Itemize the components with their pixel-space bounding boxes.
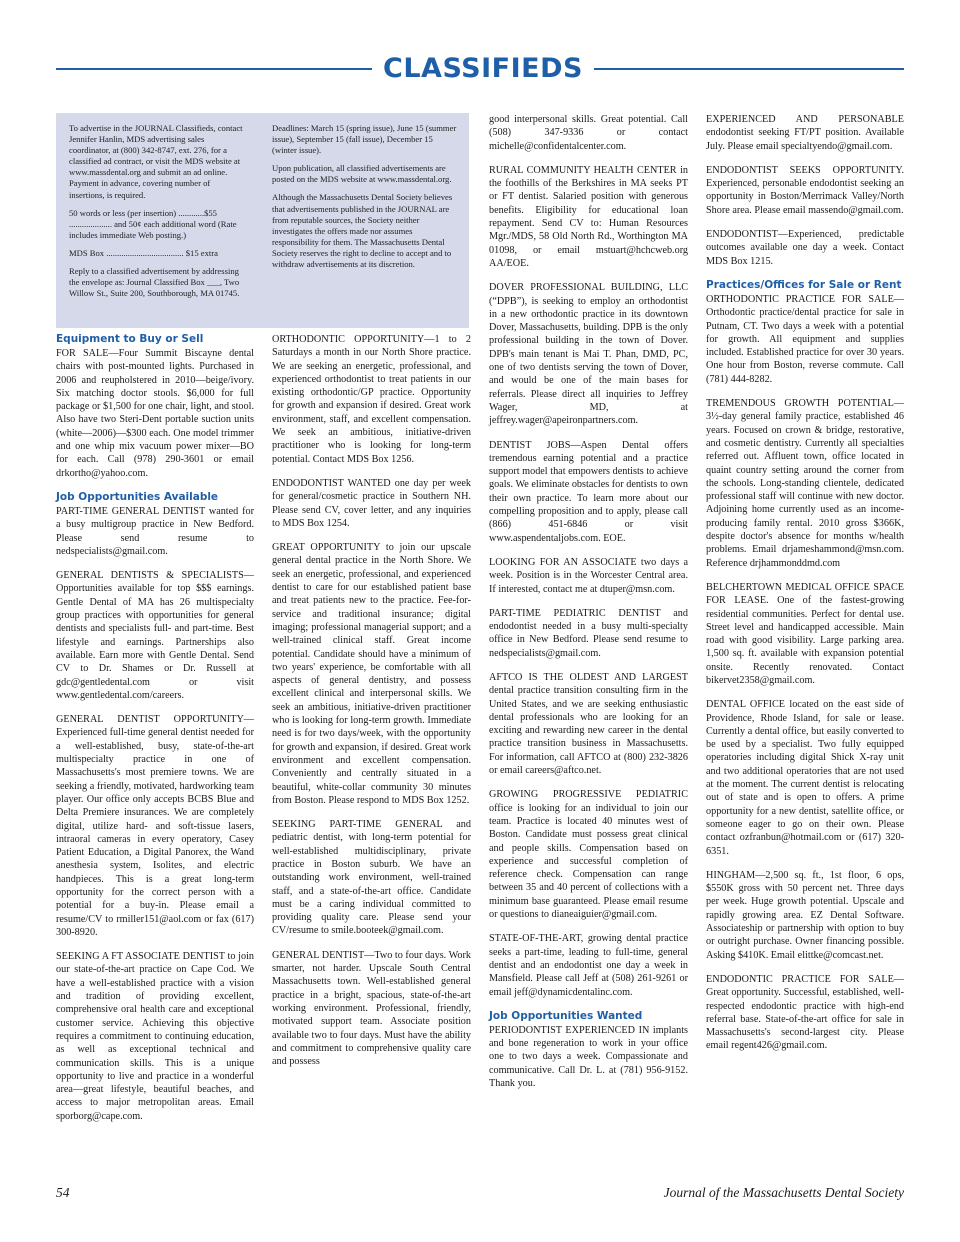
classified-ad: GENERAL DENTISTS & SPECIALISTS—Opportunities available for top $$$ earnings. Gentle Dental of MA has 26 multispecialty group practices with opportunities for general dentists and specialists full- and part-time. Best lifestyle and earnings. Partnerships also available. Earn more with Gentle Dental. Send CV to Dr. Shames or Dr. Russell at gdc@gentledental.com or visit www.gentledental.com/careers. (56, 570, 254, 701)
classified-ad: good interpersonal skills. Great potential. Call (508) 347-9336 or contact michelle@confidentalcenter.com. (489, 114, 688, 152)
section-heading: Job Opportunities Wanted (489, 1009, 643, 1022)
classified-ad: ORTHODONTIC PRACTICE FOR SALE—Orthodontic practice/dental practice for sale in Putnam, CT. Two days a week with a potential for growth. All equipment and supplies included. Established practice for over 30 years. One hour from Boston, reverse commute. Call (781) 444-8282. (706, 293, 904, 385)
section-heading: Equipment to Buy or Sell (56, 333, 204, 345)
info-paragraph: Deadlines: March 15 (spring issue), June 15 (summer issue), September 15 (fall issue), December 15 (winter issue). (272, 123, 457, 156)
classified-ad: PART-TIME PEDIATRIC DENTIST and endodontist needed in a busy multi-specialty office in New Bedford. Please send resume to nedspecialists@gmail.com. (489, 607, 688, 659)
classified-ad: GENERAL DENTIST—Two to four days. Work smarter, not harder. Upscale South Central Massachusetts town. Well-established general practice in a bright, spacious, state-of-the-art working environment. Professional, friendly, motivated support team. Associate position available two to four days. Must have the ability and commitment to comprehensive quality care and possess (272, 949, 471, 1068)
page-number: 54 (56, 1185, 70, 1200)
info-box-left-column (69, 123, 247, 299)
info-paragraph: Reply to a classified advertisement by addressing the envelope as: Journal Classified Box ___, Two Willow St., Suite 200, Southborough, MA 01745. (69, 266, 240, 299)
classified-ad: EXPERIENCED AND PERSONABLE endodontist seeking FT/PT position. Available July. Please email specialtyendo@gmail.com. (706, 114, 904, 152)
column-3 (489, 113, 688, 1101)
column-4 (706, 113, 904, 1064)
classified-ad: AFTCO IS THE OLDEST AND LARGEST dental practice transition consulting firm in the United States, and we are seeking enthusiastic dental professionals who are looking for an exciting and rewarding new career in the dental practice transition business in Massachusetts. For information, call AFTCO at (800) 232-3826 or email careers@aftco.net. (489, 671, 688, 777)
classified-ad: GENERAL DENTIST OPPORTUNITY—Experienced full-time general dentist needed for a well-established, busy, state-of-the-art multispecialty practice in one of Massachusetts's most premiere towns. We are seeking a friendly, motivated, hardworking team player. Our office only accepts BCBS Blue and Delta Premiere insurances. We are completely digital, utilize hard- and soft-tissue lasers, intraoral cameras in every operatory, Casey Patient Education, a Digital Panorex, the Wand anesthesia system, Isolites, and electric handpieces. This is a great long-term opportunity for the correct person with a potential for a buy-in. Please email a resume/CV to rmiller151@aol.com or fax (617) 300-8920. (56, 714, 254, 938)
classified-ad: ENDODONTIST SEEKS OPPORTUNITY. Experienced, personable endodontist seeking an opportunity in Boston/Merrimack Valley/North Shore area. Please email massendo@gmail.com. (706, 164, 904, 216)
classified-ad: BELCHERTOWN MEDICAL OFFICE SPACE FOR LEASE. One of the fastest-growing residential communities. Perfect for dental use. Street level and handicapped accessible. Main road with good visibility. Large parking area. 1,500 sq. ft. available with expansion potential onsite. Recently renovated. Contact bikervet2358@gmail.com. (706, 581, 904, 686)
journal-name: Journal of the Massachusetts Dental Society (663, 1185, 904, 1200)
classified-ad: ENDODONTIST—Experienced, predictable outcomes available one day a week. Contact MDS Box 1215. (706, 229, 904, 267)
info-box-right-column (272, 123, 458, 270)
header-rule-right (594, 68, 904, 70)
classified-ad: STATE-OF-THE-ART, growing dental practice seeks a part-time, leading to full-time, general dentist and an endodontist one day a week in Mansfield. Please call Jeff at (508) 261-9261 or email jeff@dynamicdentalinc.com. (489, 933, 688, 998)
classified-ad: ORTHODONTIC OPPORTUNITY—1 to 2 Saturdays a month in our North Shore practice. We are seeking an energetic, professional, and experienced orthodontist to treat patients in our existing orthodontic/GP practice. Opportunity for growth and expansion if desired. Great work environment, staff, and excellent compensation. We seek an ambitious, initiative-driven practitioner who is looking for long-term potential. Contact MDS Box 1256. (272, 334, 471, 465)
classified-ad: DENTAL OFFICE located on the east side of Providence, Rhode Island, for sale or lease. Currently a dental office, but easily converted to be used by a specialist. Two fully equipped operatories including digital Shick X-ray unit and two additional operatories that are not used at the moment. The current dentist is relocating out of state and is open to offers. A prime opportunity for a new dentist, satellite office, or someone eager to go on their own. Please contact ozfranbun@hotmail.com or (617) 320-6351. (706, 699, 904, 857)
section-heading: Practices/Offices for Sale or Rent (706, 278, 902, 291)
classified-ad: HINGHAM—2,500 sq. ft., 1st floor, 6 ops, $550K gross with 50 percent net. Three days per week. Huge growth potential. Upscale and rapidly growing area. EZ Dental Software. Associateship or partnership with option to buy or outright purchase. Owner financing possible. Asking $410K. Email elittke@comcast.net. (706, 869, 904, 961)
classified-ad: TREMENDOUS GROWTH POTENTIAL—3½-day general family practice, established 46 years. Focused on crown & bridge, restorative, and cosmetic dentistry. Currently all specialties referred out. Affluent town, office located in quaint country setting around the corner from the schools. Long-standing clientele, dedicated professional staff will continue with new doctor. Adjoining home currently used as an income-producing family rental. 2010 gross $366K, despite doctor's absence for months w/health problems. Email drjameshammond@msn.com. Reference drjhammonddmd.com (706, 398, 904, 569)
classified-ad: LOOKING FOR AN ASSOCIATE two days a week. Position is in the Worcester Central area. If interested, contact me at dtuper@msn.com. (489, 556, 688, 595)
classified-ad: PERIODONTIST EXPERIENCED IN implants and bone regeneration to work in your office one to two days a week. Compassionate and communicative. Call Dr. L. at (781) 956-9152. Thank you. (489, 1024, 688, 1089)
info-paragraph: Although the Massachusetts Dental Society believes that advertisements published in the JOURNAL are from reputable sources, the Society neither investigates the offers made nor assumes responsibility for them. The Massachusetts Dental Society reserves the right to decline to accept and to withdraw advertisements at its discretion. (272, 192, 453, 270)
info-paragraph: Upon publication, all classified advertisements are posted on the MDS website at www.massdental.org. (272, 163, 452, 185)
classified-ad: PART-TIME GENERAL DENTIST wanted for a busy multigroup practice in New Bedford. Please send resume to nedspecialists@gmail.com. (56, 505, 254, 557)
classified-ad: SEEKING A FT ASSOCIATE DENTIST to join our state-of-the-art practice on Cape Cod. We have a well-established practice with a vision and tradition of providing excellent, comprehensive oral health care and exceptional customer service. Achieving this objective requires a commitment to continuing education, as well as exceptional technical and communication skills. This is a unique opportunity to live and practice in a wonderful area—great lifestyle, beautiful beaches, and access to major metropolitan areas. Email sporborg@cape.com. (56, 951, 254, 1122)
classified-ad: GROWING PROGRESSIVE PEDIATRIC office is looking for an individual to join our team. Practice is located 40 minutes west of Boston. Candidate must possess great clinical and people skills. Compensation based on experience and successful completion of reference check. Compensation can range between 35 and 40 percent of collections with a minimum base guaranteed. Please email resume or questions to dianeaiguier@gmail.com. (489, 789, 688, 921)
classified-ad: DOVER PROFESSIONAL BUILDING, LLC (“DPB”), is seeking to employ an orthodontist in a new orthodontic practice in its downtown Dover, Massachusetts, building. DPB is the only professional building in the town of Dover. DPB's main tenant is Mai T. Phan, DMD, PC, one of two dentists serving the town of Dover, and would be one of the main bases for referrals. Please direct all inquiries to Jeffrey Wager, MD, at jeffrey.wager@apeironpartners.com. (489, 282, 688, 427)
classified-ad: ENDODONTIST WANTED one day per week for general/cosmetic practice in Southern NH. Please send CV, cover letter, and any inquiries to MDS Box 1254. (272, 477, 471, 529)
page-title: CLASSIFIEDS (383, 53, 583, 84)
info-paragraph: To advertise in the JOURNAL Classifieds, contact Jennifer Hanlin, MDS advertising sales coordinator, at (800) 342-8747, ext. 276, for a classified ad contract, or visit the MDS website at www.massdental.org and submit an ad online. Payment in advance, covering number of insertions, is required. (69, 123, 243, 200)
classified-ad: ENDODONTIC PRACTICE FOR SALE—Great opportunity. Successful, established, well-respected endodontic practice with high-end referral base. State-of-the-art office for sale in Massachusetts's second-largest city. Please email regent426@gmail.com. (706, 973, 904, 1052)
column-2 (272, 333, 471, 1079)
advertising-info-box (56, 113, 469, 328)
header-rule-left (56, 68, 372, 70)
classified-ad: DENTIST JOBS—Aspen Dental offers tremendous earning potential and a practice support model that empowers dentists to achieve goals. We eliminate obstacles for dentists to own their own practice. To learn more about our compelling proposition and to apply, please call (866) 451-6846 or visit www.aspendentaljobs.com. EOE. (489, 439, 688, 544)
section-heading: Job Opportunities Available (56, 490, 219, 503)
classified-ad: RURAL COMMUNITY HEALTH CENTER in the foothills of the Berkshires in MA seeks PT or FT dentist. Salaried position with generous benefits. Eligibility for educational loan repayment. Send CV to: Human Resources Mgr./MDS, 58 Old North Rd., Worthington MA 01098, or email mstuart@hchcweb.org AA/EOE. (489, 164, 688, 269)
classified-ad: SEEKING PART-TIME GENERAL and pediatric dentist, with long-term potential for well-established multidisciplinary, private practice in Boston suburb. We have an outstanding work environment, well-trained staff, and a state-of-the-art office. Candidate must be a caring individual committed to providing quality care. Please send your CV/resume to smile.booteek@gmail.com. (272, 819, 471, 937)
info-paragraph: MDS Box .................................... $15 extra (69, 247, 218, 258)
info-paragraph: 50 words or less (per insertion) ............$55 .................... and 50¢ each additional word (Rate includes immediate Web posting.) (69, 207, 237, 240)
column-1 (56, 333, 254, 1134)
classified-ad: GREAT OPPORTUNITY to join our upscale general dental practice in the North Shore. We seek an energetic, professional, and experienced dentist to care for our established patient base and treat patients new to the practice. Fee-for-service and traditional insurance; digital imaging; professional managerial support; and a well-trained clinical staff. Great income potential. Candidate should have a minimum of two years' experience, be comfortable with all aspects of general dentistry, and possess excellent clinical and interpersonal skills. We seek an ambitious, initiative-driven practitioner who is looking for long-term growth. Immediate need is for two days/week, with the opportunity for growth and expansion, if desired. Great work environment and excellent compensation. Conveniently and centrally situated in a beautiful, white-collar community 30 minutes from Boston. Please respond to MDS Box 1252. (272, 542, 471, 806)
classified-ad: FOR SALE—Four Summit Biscayne dental chairs with post-mounted lights. Purchased in 2006 and reupholstered in 2010—beige/ivory. Six matching doctor stools. $6,000 for full package or $1,500 for one chair, light, and stool. Also have two Steri-Dent portable suction units (white—2006)—$300 each. One model trimmer and one whip mix vacuum power mixer—BO for each. Call (978) 290-3601 or email drkortho@yahoo.com. (56, 348, 254, 479)
